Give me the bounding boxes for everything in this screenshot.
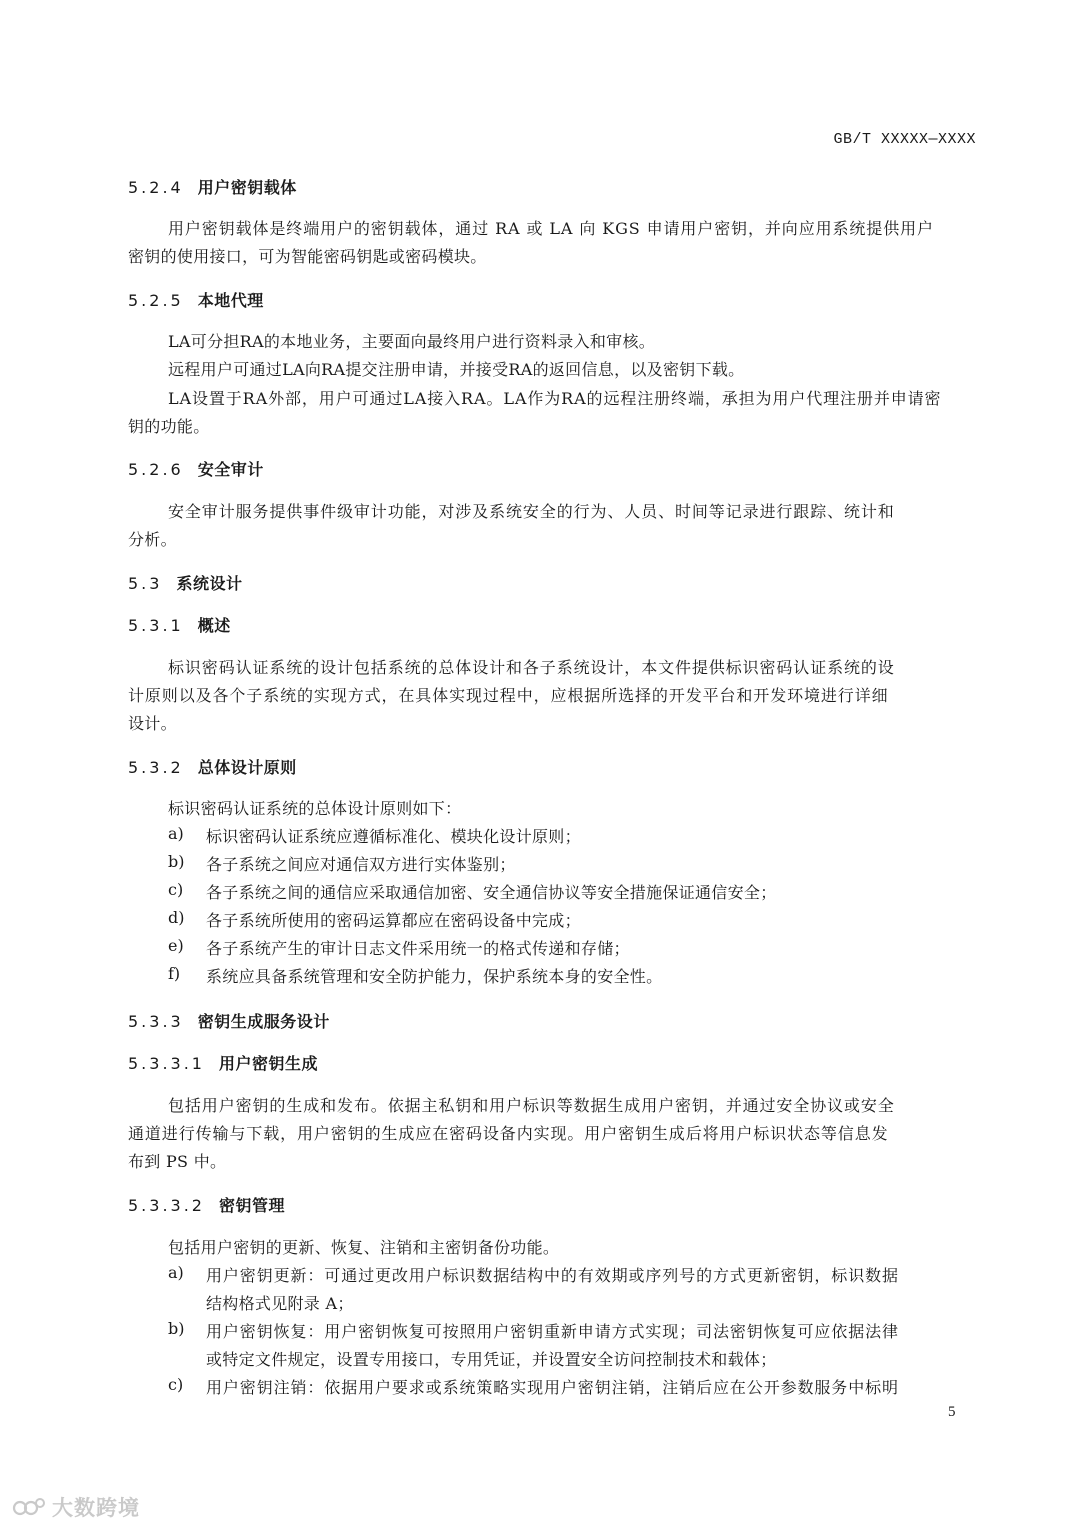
watermark-text: 大数跨境	[52, 1496, 140, 1520]
paragraph-line: 通道进行传输与下载，用户密钥的生成应在密码设备内实现。用户密钥生成后将用户标识状态等信息发	[128, 1124, 889, 1143]
heading-5-3-1: 5.3.1 概述	[128, 616, 231, 635]
heading-5-3: 5.3 系统设计	[128, 574, 243, 593]
paragraph-line: LA设置于RA外部，用户可通过LA接入RA。LA作为RA的远程注册终端，承担为用户代理注册并申请密	[168, 389, 942, 408]
heading-5-3-3-2: 5.3.3.2 密钥管理	[128, 1196, 285, 1215]
paragraph-line: 钥的功能。	[128, 417, 210, 436]
list-item: 标识密码认证系统应遵循标准化、模块化设计原则；	[206, 827, 581, 846]
paragraph-line: 安全审计服务提供事件级审计功能，对涉及系统安全的行为、人员、时间等记录进行跟踪、统计和	[168, 502, 895, 521]
list-marker: a)	[168, 824, 184, 843]
list-marker: b)	[168, 1319, 185, 1338]
list-marker: c)	[168, 880, 184, 899]
list-item: 结构格式见附录 A；	[206, 1294, 354, 1313]
paragraph-line: 计原则以及各个子系统的实现方式，在具体实现过程中，应根据所选择的开发平台和开发环境进行详细	[128, 686, 889, 705]
paragraph-line: LA可分担RA的本地业务，主要面向最终用户进行资料录入和审核。	[168, 332, 656, 351]
heading-5-3-3: 5.3.3 密钥生成服务设计	[128, 1012, 330, 1031]
list-item: 用户密钥恢复：用户密钥恢复可按照用户密钥重新申请方式实现；司法密钥恢复可应依据法律	[206, 1322, 899, 1341]
list-marker: b)	[168, 852, 185, 871]
watermark	[12, 1492, 140, 1522]
heading-5-2-6: 5.2.6 安全审计	[128, 460, 264, 479]
list-item: 用户密钥更新：可通过更改用户标识数据结构中的有效期或序列号的方式更新密钥，标识数据	[206, 1266, 899, 1285]
heading-5-2-4: 5.2.4 用户密钥载体	[128, 178, 297, 197]
list-item: 系统应具备系统管理和安全防护能力，保护系统本身的安全性。	[206, 967, 663, 986]
paragraph-line: 标识密码认证系统的总体设计原则如下：	[168, 799, 462, 818]
list-marker: f)	[168, 964, 181, 983]
paragraph-line: 标识密码认证系统的设计包括系统的总体设计和各子系统设计，本文件提供标识密码认证系统的设	[168, 658, 895, 677]
list-marker: d)	[168, 908, 185, 927]
paragraph-line: 设计。	[128, 714, 177, 733]
list-item: 各子系统之间的通信应采取通信加密、安全通信协议等安全措施保证通信安全；	[206, 883, 777, 902]
list-marker: e)	[168, 936, 184, 955]
heading-5-3-2: 5.3.2 总体设计原则	[128, 758, 297, 777]
list-item: 各子系统所使用的密码运算都应在密码设备中完成；	[206, 911, 581, 930]
paragraph-line: 布到 PS 中。	[128, 1152, 227, 1171]
document-code: GB/T XXXXX—XXXX	[833, 131, 976, 148]
paragraph-line: 用户密钥载体是终端用户的密钥载体，通过 RA 或 LA 向 KGS 申请用户密钥，并向应用系统提供用户	[168, 219, 934, 238]
list-marker: c)	[168, 1375, 184, 1394]
paragraph-line: 包括用户密钥的更新、恢复、注销和主密钥备份功能。	[168, 1238, 560, 1257]
watermark-logo-icon	[12, 1496, 46, 1518]
list-marker: a)	[168, 1263, 184, 1282]
list-item: 或特定文件规定，设置专用接口，专用凭证，并设置安全访问控制技术和载体；	[206, 1350, 777, 1369]
heading-5-2-5: 5.2.5 本地代理	[128, 291, 264, 310]
heading-5-3-3-1: 5.3.3.1 用户密钥生成	[128, 1054, 318, 1073]
list-item: 各子系统之间应对通信双方进行实体鉴别；	[206, 855, 516, 874]
list-item: 用户密钥注销：依据用户要求或系统策略实现用户密钥注销，注销后应在公开参数服务中标明	[206, 1378, 899, 1397]
paragraph-line: 包括用户密钥的生成和发布。依据主私钥和用户标识等数据生成用户密钥，并通过安全协议或安全	[168, 1096, 895, 1115]
list-item: 各子系统产生的审计日志文件采用统一的格式传递和存储；	[206, 939, 630, 958]
paragraph-line: 分析。	[128, 530, 177, 549]
paragraph-line: 密钥的使用接口，可为智能密码钥匙或密码模块。	[128, 247, 487, 266]
page-number: 5	[948, 1404, 956, 1420]
paragraph-line: 远程用户可通过LA向RA提交注册申请，并接受RA的返回信息，以及密钥下载。	[168, 360, 745, 379]
